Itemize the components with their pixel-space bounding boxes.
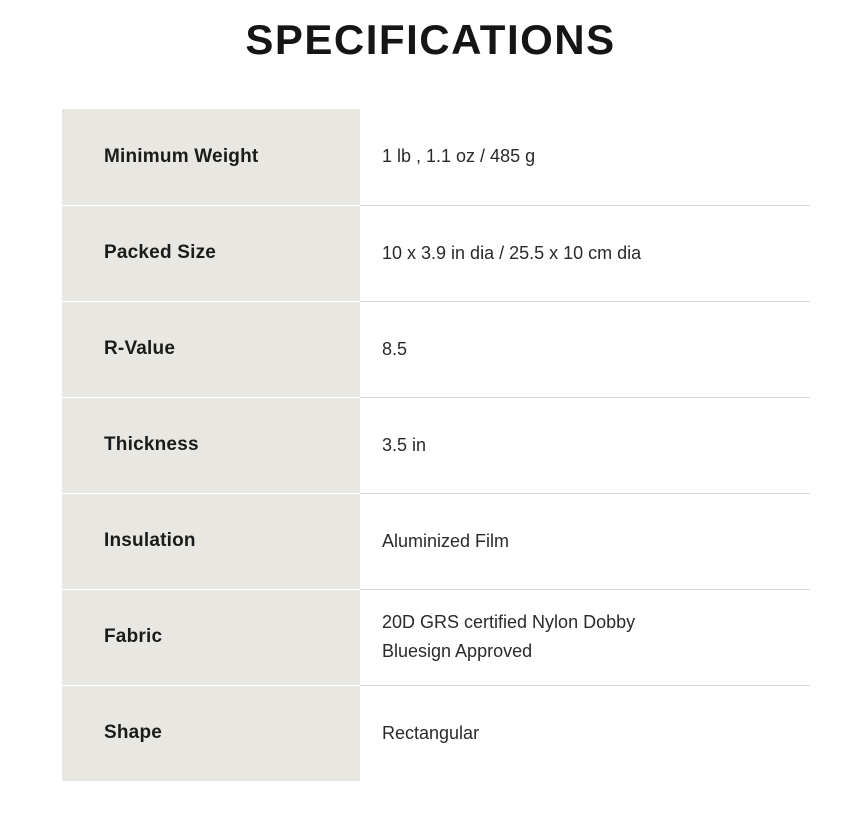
table-row (62, 397, 810, 493)
spec-value (360, 397, 810, 493)
table-row (62, 685, 810, 781)
spec-value (360, 493, 810, 589)
spec-value (360, 109, 810, 205)
spec-value (360, 205, 810, 301)
page-title: SPECIFICATIONS (245, 16, 616, 63)
spec-value-line: 10 x 3.9 in dia / 25.5 x 10 cm dia (382, 242, 642, 263)
spec-label: R-Value (62, 301, 360, 397)
spec-value (360, 685, 810, 781)
spec-label: Fabric (62, 589, 360, 685)
table-row (62, 301, 810, 397)
spec-value-line: 8.5 (382, 338, 408, 359)
spec-value-line: Aluminized Film (382, 530, 510, 551)
spec-value-line: 3.5 in (382, 434, 427, 455)
table-row (62, 109, 810, 205)
spec-value-line: Bluesign Approved (382, 641, 533, 661)
specifications-page (0, 12, 861, 815)
spec-value-line: 1 lb , 1.1 oz / 485 g (382, 146, 536, 167)
spec-label: Packed Size (62, 205, 360, 301)
table-row (62, 589, 810, 685)
spec-value-line: Rectangular (382, 722, 480, 743)
spec-value (360, 301, 810, 397)
table-row (62, 205, 810, 301)
spec-label: Shape (62, 685, 360, 781)
spec-label: Minimum Weight (62, 109, 360, 205)
spec-label: Thickness (62, 397, 360, 493)
spec-value-line: 20D GRS certified Nylon Dobby (382, 612, 636, 632)
spec-label: Insulation (62, 493, 360, 589)
specifications-table (62, 109, 810, 781)
table-row (62, 493, 810, 589)
specifications-table-body (62, 109, 810, 781)
spec-value (360, 589, 810, 685)
